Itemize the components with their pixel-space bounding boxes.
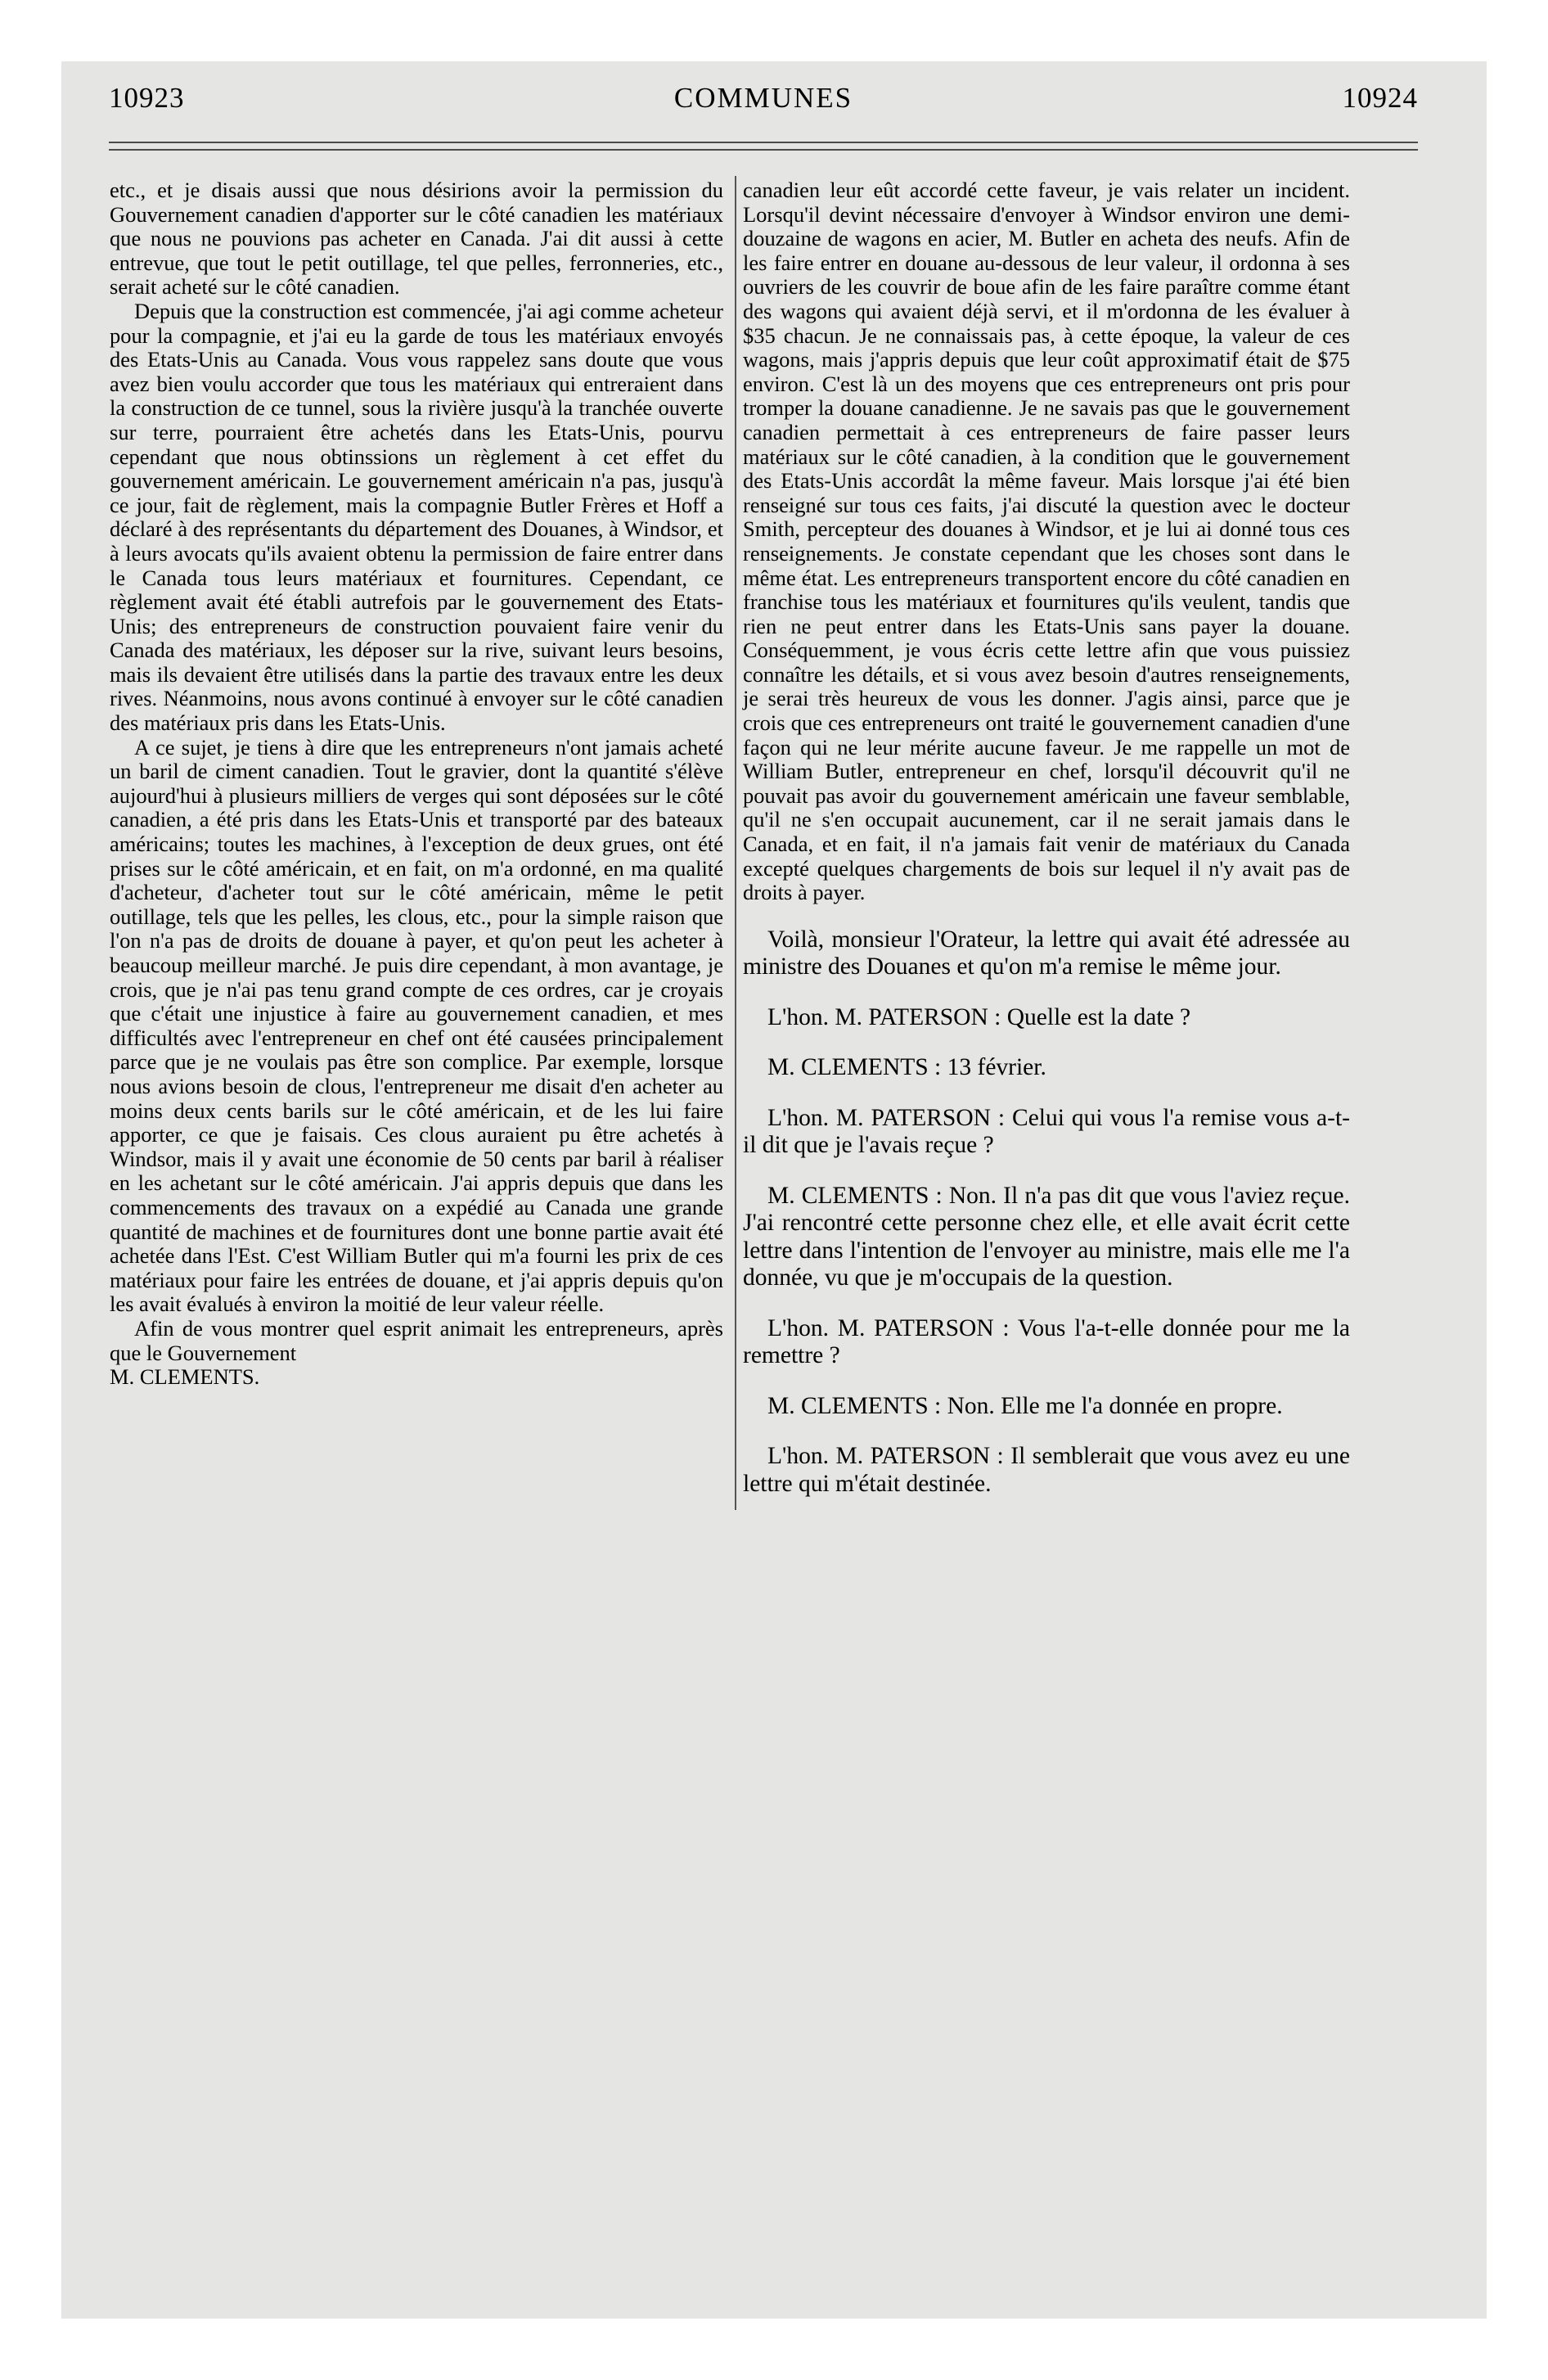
page-header [109,82,1418,131]
header-rule-bottom [109,149,1418,151]
right-paragraph-1: canadien leur eût accordé cette faveur, je vais relater un incident. Lorsqu'il devint nécessaire d'envoyer à Windsor environ une demi-douzaine de wagons en acier, M. Butler en acheta des neufs. Afin de les faire entrer en douane au-dessous de leur valeur, il ordonna à ses ouvriers de les couvrir de boue afin de les faire paraître comme étant des wagons qui avaient déjà servi, et il m'ordonna de les évaluer à $35 chacun. Je ne connaissais pas, à cette époque, la valeur de ces wagons, mais j'appris depuis que leur coût approximatif était de $75 environ. C'est là un des moyens que ces entrepreneurs ont pris pour tromper la douane canadienne. Je ne savais pas que le gouvernement canadien permettait à ces entrepreneurs de faire passer leurs matériaux sur le côté canadien, à la condition que le gouvernement des Etats-Unis accordât la même faveur. Mais lorsque j'ai été bien renseigné sur tous ces faits, j'ai discuté la question avec le docteur Smith, percepteur des douanes à Windsor, et je lui ai donné tous ces renseignements. Je constate cependant que les choses sont dans le même état. Les entrepreneurs transportent encore du côté canadien en franchise tous les matériaux et fournitures qu'ils veulent, tandis que rien ne peut entrer dans les Etats-Unis sans payer la douane. Conséquemment, je vous écris cette lettre afin que vous puissiez connaître les détails, et si vous avez besoin d'autres renseignements, je serai très heureux de vous les donner. J'agis ainsi, parce que je crois que ces entrepreneurs ont traité le gouvernement canadien d'une façon qui ne leur mérite aucune faveur. Je me rappelle un mot de William Butler, entrepreneur en chef, lorsqu'il découvrit qu'il ne pouvait pas avoir du gouvernement américain une faveur semblable, qu'il ne s'en occupait aucunement, car il ne serait jamais dans le Canada, et en fait, il n'a jamais fait venir de matériaux du Canada excepté quelques chargements de bois sur lequel il n'y avait pas de droits à payer. [743,178,1350,905]
left-paragraph-4: Afin de vous montrer quel esprit animait les entrepreneurs, après que le Gouvernement [110,1315,723,1365]
left-paragraph-1: etc., et je disais aussi que nous désirions avoir la permission du Gouvernement canadien d'apporter sur le côté canadien les matériaux que nous ne pouvions pas acheter en Canada. J'ai dit aussi à cette entrevue, que tout le petit outillage, tel que pelles, ferronneries, etc., serait acheté sur le côté canadien. [110,178,723,300]
speech-paterson-2: L'hon. M. PATERSON : Celui qui vous l'a remise vous a-t-il dit que je l'avais reçue ? [743,1104,1350,1159]
page-title: COMMUNES [673,82,853,114]
speech-clements-2: M. CLEMENTS : Non. Il n'a pas dit que vous l'aviez reçue. J'ai rencontré cette personne chez elle, et elle avait écrit cette lettre dans l'intention de l'envoyer au ministre, mais elle me l'a donnée, vu que je m'occupais de la question. [743,1182,1350,1291]
page-number-right: 10924 [1342,82,1418,114]
speech-paterson-4: L'hon. M. PATERSON : Il semblerait que vous avez eu une lettre qui m'était destinée. [743,1443,1350,1497]
speech-clements-3: M. CLEMENTS : Non. Elle me l'a donnée en propre. [767,1392,1283,1419]
letter-signature: M. CLEMENTS. [110,1364,260,1390]
header-rule-top [109,142,1418,143]
left-column [110,178,723,1390]
page-number-left: 10923 [109,82,185,114]
left-paragraph-2: Depuis que la construction est commencée, j'ai agi comme acheteur pour la compagnie, et j'ai eu la garde de tous les matériaux envoyés des Etats-Unis au Canada. Vous vous rappelez sans doute que vous avez bien voulu accorder que tous les matériaux qui entreraient dans la construction de ce tunnel, sous la rivière jusqu'à la tranchée ouverte sur terre, pourraient être achetés dans les Etats-Unis, pourvu cependant que nous obtinssions un règlement à cet effet du gouvernement américain. Le gouvernement américain n'a pas, jusqu'à ce jour, fait de règlement, mais la compagnie Butler Frères et Hoff a déclaré à des représentants du département des Douanes, à Windsor, et à leurs avocats qu'ils avaient obtenu la permission de faire entrer dans le Canada tous leurs matériaux et fournitures. Cependant, ce règlement avait été établi autrefois par le gouvernement des Etats-Unis; des entrepreneurs de construction pouvaient faire venir du Canada des matériaux, les déposer sur la rive, suivant leurs besoins, mais ils devaient être utilisés dans la partie des travaux entre les deux rives. Néanmoins, nous avons continué à envoyer sur le côté canadien des matériaux pris dans les Etats-Unis. [110,298,723,736]
column-divider [735,176,736,1510]
left-paragraph-3: A ce sujet, je tiens à dire que les entrepreneurs n'ont jamais acheté un baril de ciment canadien. Tout le gravier, dont la quantité s'élève aujourd'hui à plusieurs milliers de verges qui sont déposées sur le côté canadien, a été pris dans les Etats-Unis et transporté par des bateaux américains; toutes les machines, à l'exception de deux grues, ont été prises sur le côté américain, et en fait, on m'a ordonné, en ma qualité d'acheteur, d'acheter tout sur le côté américain, même le petit outillage, tels que les pelles, les clous, etc., pour la simple raison que l'on n'a pas de droits de douane à payer, et qu'on peut les acheter à beaucoup meilleur marché. Je puis dire cependant, à mon avantage, je crois, que je n'ai pas tenu grand compte de ces ordres, car je croyais que c'était une injustice à faire au gouvernement canadien, et mes difficultés avec l'entrepreneur en chef ont été causées principalement parce que je ne voulais pas être son complice. Par exemple, lorsque nous avions besoin de clous, l'entrepreneur me disait d'en acheter au moins deux cents barils sur le côté américain, et de les lui faire apporter, ce que je faisais. Ces clous auraient pu être achetés à Windsor, mais il y avait une économie de 50 cents par baril à réaliser en les achetant sur le côté américain. J'ai appris depuis que dans les commencements des travaux on a expédié au Canada une grande quantité de machines et de fournitures dont une bonne partie avait été achetée dans l'Est. C'est William Butler qui m'a fourni les prix de ces matériaux pour faire les entrées de douane, et j'ai appris depuis qu'on les avait évalués à environ la moitié de leur valeur réelle. [110,734,723,1317]
speech-clements-1: M. CLEMENTS : 13 février. [767,1054,1046,1081]
speech-paterson-3: L'hon. M. PATERSON : Vous l'a-t-elle donnée pour me la remettre ? [743,1314,1350,1369]
speech-paterson-1: L'hon. M. PATERSON : Quelle est la date ? [767,1003,1191,1030]
right-paragraph-2: Voilà, monsieur l'Orateur, la lettre qui avait été adressée au ministre des Douanes et qu'on m'a remise le même jour. [743,926,1350,980]
right-column [743,178,1350,1498]
